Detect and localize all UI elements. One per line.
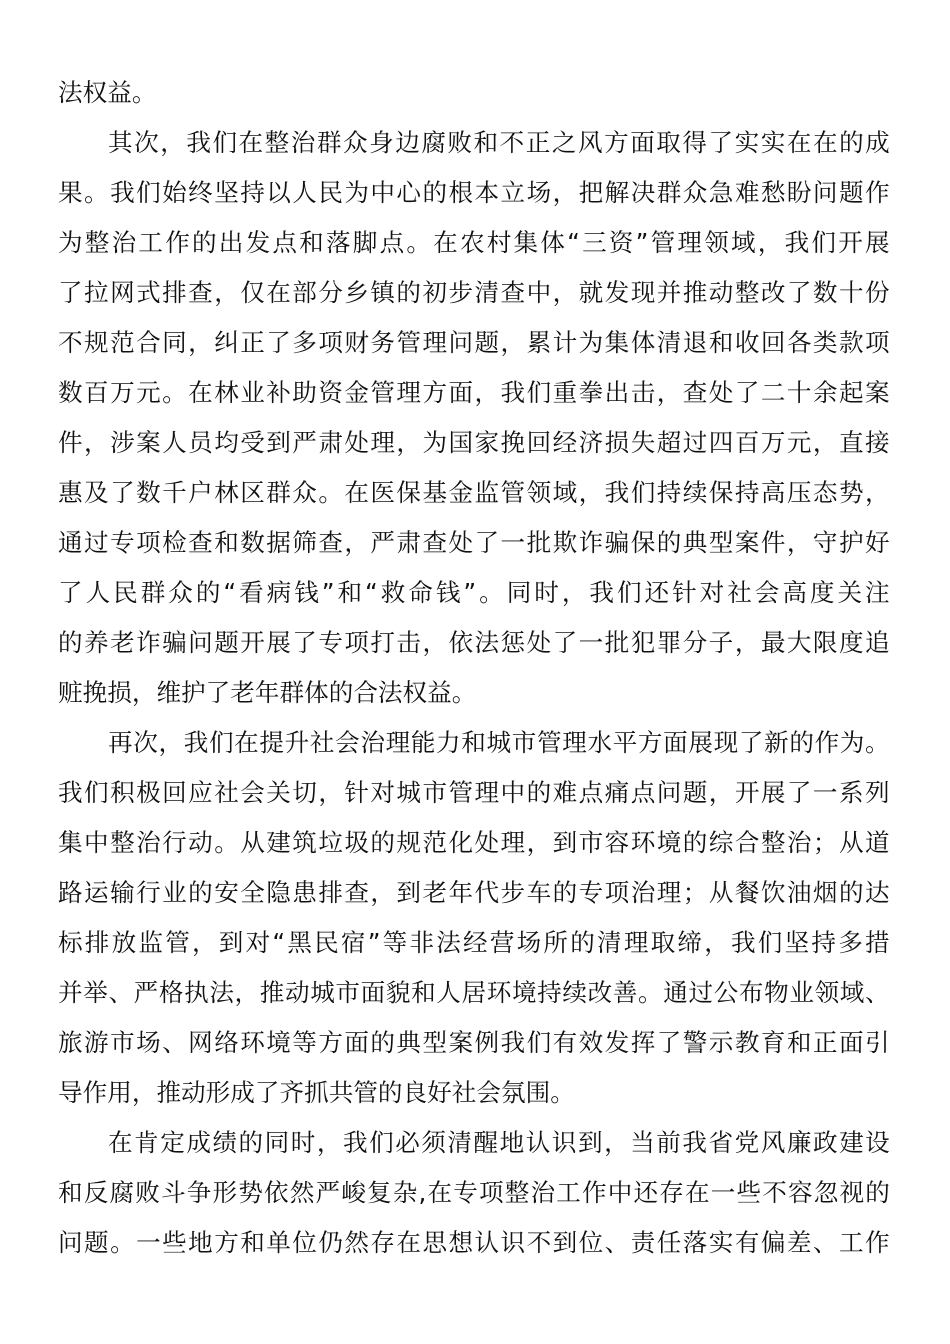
text-line: 通 过 专 项 检 查 和 数 据 筛 查 ， 严 肃 查 处 了 一 批 欺 诈 骗 保 的 典 型 案 件 ， 守 护 好 — [58, 528, 890, 557]
text-line: 数 百 万 元 。 在 林 业 补 助 资 金 管 理 方 面 ， 我 们 重 拳 出 击 ， 查 处 了 二 十 余 起 案 — [58, 378, 890, 407]
text-line: 赃 挽 损 ， 维 护 了 老 年 群 体 的 合 法 权 益 。 — [58, 678, 477, 707]
text-line: 不 规 范 合 同 ， 纠 正 了 多 项 财 务 管 理 问 题 ， 累 计 为 集 体 清 退 和 收 回 各 类 款 项 — [58, 328, 890, 357]
text-line: 标 排 放 监 管 ， 到 对 “ 黑 民 宿 ” 等 非 法 经 营 场 所 的 清 理 取 缔 ， 我 们 坚 持 多 措 — [58, 928, 890, 957]
paragraph-start-line: 其 次 ， 我 们 在 整 治 群 众 身 边 腐 败 和 不 正 之 风 方 面 取 得 了 实 实 在 在 的 成 — [108, 128, 890, 157]
text-line: 了 人 民 群 众 的 “ 看 病 钱 ” 和 “ 救 命 钱 ” 。 同 时 ， 我 们 还 针 对 社 会 高 度 关 注 — [58, 578, 890, 607]
text-line: 路 运 输 行 业 的 安 全 隐 患 排 查 ， 到 老 年 代 步 车 的 专 项 治 理 ； 从 餐 饮 油 烟 的 达 — [58, 878, 890, 907]
text-line: 旅 游 市 场 、 网 络 环 境 等 方 面 的 典 型 案 例 我 们 有 效 发 挥 了 警 示 教 育 和 正 面 引 — [58, 1028, 890, 1057]
text-line: 了 拉 网 式 排 查 ， 仅 在 部 分 乡 镇 的 初 步 清 查 中 ， 就 发 现 并 推 动 整 改 了 数 十 份 — [58, 278, 890, 307]
paragraph-start-line: 在 肯 定 成 绩 的 同 时 ， 我 们 必 须 清 醒 地 认 识 到 ， 当 前 我 省 党 风 廉 政 建 设 — [108, 1128, 890, 1157]
text-line: 集 中 整 治 行 动 。 从 建 筑 垃 圾 的 规 范 化 处 理 ， 到 市 容 环 境 的 综 合 整 治 ； 从 道 — [58, 828, 890, 857]
body-text — [58, 68, 890, 1268]
text-line: 惠 及 了 数 千 户 林 区 群 众 。 在 医 保 基 金 监 管 领 域 ， 我 们 持 续 保 持 高 压 态 势 ， — [58, 478, 890, 507]
text-line: 法 权 益 。 — [58, 78, 157, 107]
text-line: 我 们 积 极 回 应 社 会 关 切 ， 针 对 城 市 管 理 中 的 难 点 痛 点 问 题 ， 开 展 了 一 系 列 — [58, 778, 890, 807]
text-line: 件 ， 涉 案 人 员 均 受 到 严 肃 处 理 ， 为 国 家 挽 回 经 济 损 失 超 过 四 百 万 元 ， 直 接 — [58, 428, 890, 457]
text-line: 问 题 。 一 些 地 方 和 单 位 仍 然 存 在 思 想 认 识 不 到 位 、 责 任 落 实 有 偏 差 、 工 作 — [58, 1228, 890, 1257]
text-line: 和 反 腐 败 斗 争 形 势 依 然 严 峻 复 杂 , 在 专 项 整 治 工 作 中 还 存 在 一 些 不 容 忽 视 的 — [58, 1178, 890, 1207]
text-line: 为 整 治 工 作 的 出 发 点 和 落 脚 点 。 在 农 村 集 体 “ 三 资 ” 管 理 领 域 ， 我 们 开 展 — [58, 228, 890, 257]
text-line: 并 举 、 严 格 执 法 ， 推 动 城 市 面 貌 和 人 居 环 境 持 续 改 善 。 通 过 公 布 物 业 领 域 、 — [58, 978, 890, 1007]
text-line: 果 。 我 们 始 终 坚 持 以 人 民 为 中 心 的 根 本 立 场 ， 把 解 决 群 众 急 难 愁 盼 问 题 作 — [58, 178, 890, 207]
text-line: 的 养 老 诈 骗 问 题 开 展 了 专 项 打 击 ， 依 法 惩 处 了 一 批 犯 罪 分 子 ， 最 大 限 度 追 — [58, 628, 890, 657]
paragraph-start-line: 再 次 ， 我 们 在 提 升 社 会 治 理 能 力 和 城 市 管 理 水 平 方 面 展 现 了 新 的 作 为 。 — [108, 728, 890, 757]
text-line: 导 作 用 ， 推 动 形 成 了 齐 抓 共 管 的 良 好 社 会 氛 围 。 — [58, 1078, 575, 1107]
